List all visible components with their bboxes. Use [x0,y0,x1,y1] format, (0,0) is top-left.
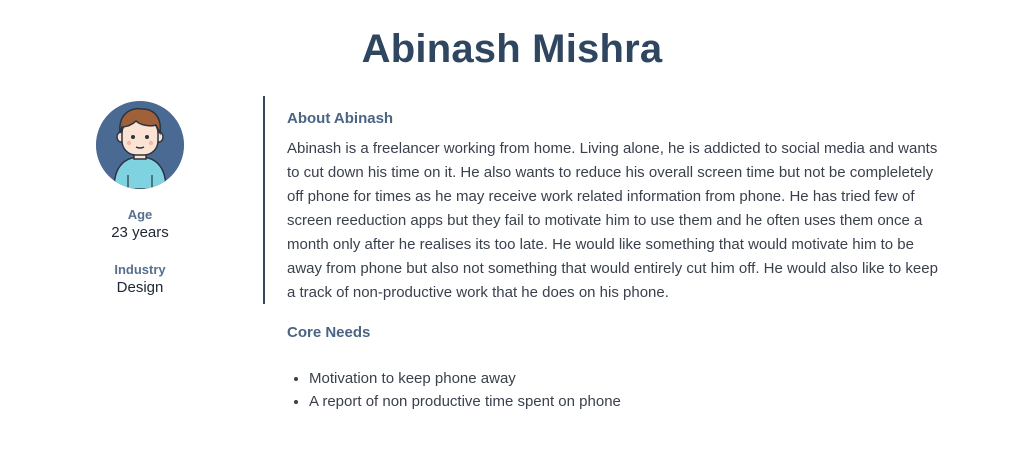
core-needs-heading: Core Needs [287,324,371,341]
core-needs-list [287,367,621,413]
about-paragraph: Abinash is a freelancer working from home. Living alone, he is addicted to social media and wants to cut down his time on it. He also wants to reduce his overall screen time but not be compleletely off phone for times as he may receive work related information from phone. He has tried few of screen reeduction apps but they fail to motivate him to use them and he often uses them once a month only after he realises its too late. He would like something that would motivate him to be away from phone but also not something that would entirely cut him off. He would also like to keep a track of non-productive work that he does on his phone. [287,140,938,301]
male-avatar-icon [96,101,184,189]
age-label: Age [127,207,153,222]
about-heading: About Abinash [287,110,394,127]
industry-label: Industry [114,262,166,277]
vertical-divider [263,96,265,304]
age-block [80,207,200,241]
list-item: • A report of non productive time spent on phone [309,390,621,413]
industry-block [80,262,200,296]
list-item: • Motivation to keep phone away [309,367,621,390]
age-value: 23 years [111,224,169,241]
industry-value: Design [116,279,164,296]
persona-name: Abinash Mishra [361,27,663,71]
avatar [96,101,184,189]
